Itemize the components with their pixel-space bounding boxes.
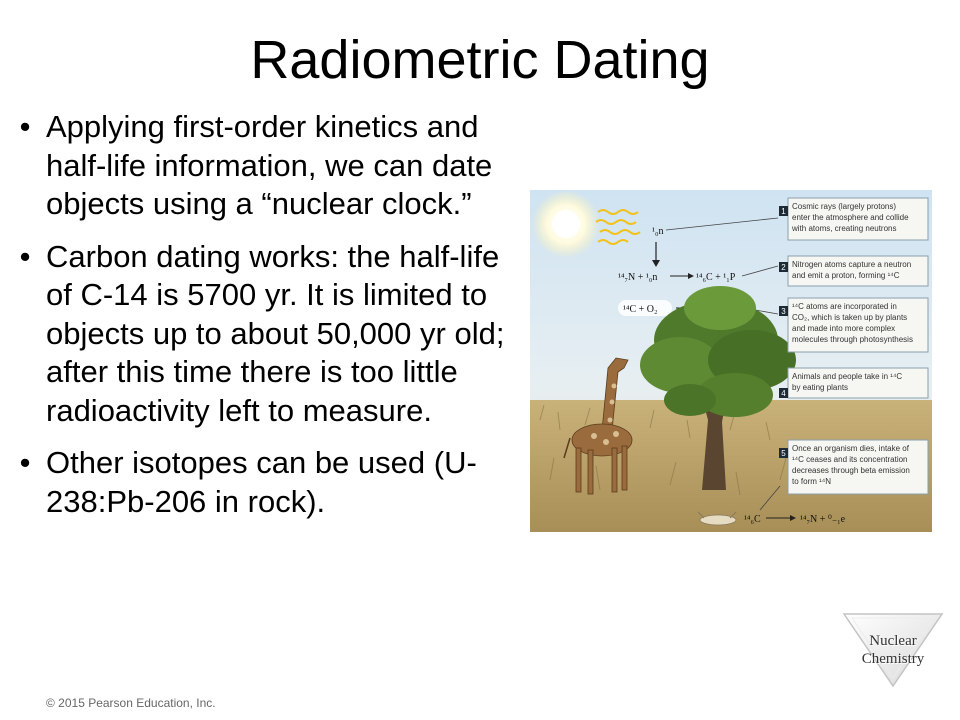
nav-label-line-2: Chemistry — [861, 651, 925, 667]
step-number: 5 — [781, 449, 786, 458]
callout-step-2 — [779, 256, 928, 286]
step-number: 2 — [781, 263, 786, 272]
step-2-line-1: Nitrogen atoms capture a neutron — [792, 260, 912, 269]
bullet-dot: • — [19, 238, 31, 274]
bullet-text: Carbon dating works: the half-life of C-14 is 5700 yr. It is limited to objects up to about 50,000 yr old; after this time there is too little radioactivity left to measure. — [46, 238, 505, 428]
callout-step-3 — [779, 298, 928, 352]
bullet-list — [10, 108, 520, 535]
slide-title: Radiometric Dating — [250, 30, 710, 90]
step-1-line-1: Cosmic rays (largely protons) — [792, 202, 897, 211]
bullet-dot: • — [19, 445, 31, 480]
step-3-line-2: CO₂, which is taken up by plants — [792, 313, 908, 322]
step-1-line-2: enter the atmosphere and collide — [792, 213, 909, 222]
capture-reactants: ¹⁴₇N + ¹₀n — [618, 272, 658, 283]
step-5-line-3: decreases through beta emission — [792, 466, 910, 475]
step-3-line-1: ¹⁴C atoms are incorporated in — [792, 302, 897, 311]
step-4-line-2: by eating plants — [792, 383, 849, 392]
neutron-label: ¹₀n — [652, 226, 664, 237]
callout-step-5 — [779, 440, 928, 494]
bullet-item — [10, 238, 520, 431]
nav-button-label — [862, 632, 925, 668]
step-number: 3 — [781, 307, 786, 316]
callout-step-1 — [779, 198, 928, 240]
step-4-line-1: Animals and people take in ¹⁴C — [792, 372, 903, 381]
capture-products: ¹⁴₆C + ¹₁P — [696, 272, 736, 283]
oxidation-reactants: ¹⁴C + O₂ — [623, 304, 658, 315]
bullet-item — [10, 444, 520, 521]
step-5-line-4: to form ¹⁴N — [792, 477, 831, 486]
bullet-text: Applying first-order kinetics and half-life information, we can date objects using a “nuclear clock.” — [46, 109, 493, 221]
step-5-line-2: ¹⁴C ceases and its concentration — [792, 455, 908, 464]
callout-step-4 — [779, 368, 928, 398]
copyright-footer: © 2015 Pearson Education, Inc. — [46, 696, 216, 710]
nuclear-chemistry-nav-button[interactable] — [838, 610, 948, 690]
decay-reactant: ¹⁴₆C — [744, 514, 761, 525]
nav-label-line-1: Nuclear — [869, 633, 917, 649]
decay-products: ¹⁴₇N + ⁰₋₁e — [800, 514, 846, 525]
step-number: 4 — [781, 389, 786, 398]
step-2-line-2: and emit a proton, forming ¹⁴C — [792, 271, 900, 280]
carbon-cycle-illustration — [530, 190, 932, 532]
step-3-line-3: and made into more complex — [792, 324, 896, 333]
bullet-item — [10, 108, 520, 224]
step-1-line-3: with atoms, creating neutrons — [792, 224, 897, 233]
step-5-line-1: Once an organism dies, intake of — [792, 444, 909, 453]
step-number: 1 — [781, 207, 786, 216]
bullet-text: Other isotopes can be used (U-238:Pb-206 in rock). — [46, 445, 477, 519]
step-3-line-4: molecules through photosynthesis — [792, 335, 913, 344]
bullet-dot: • — [19, 109, 31, 144]
